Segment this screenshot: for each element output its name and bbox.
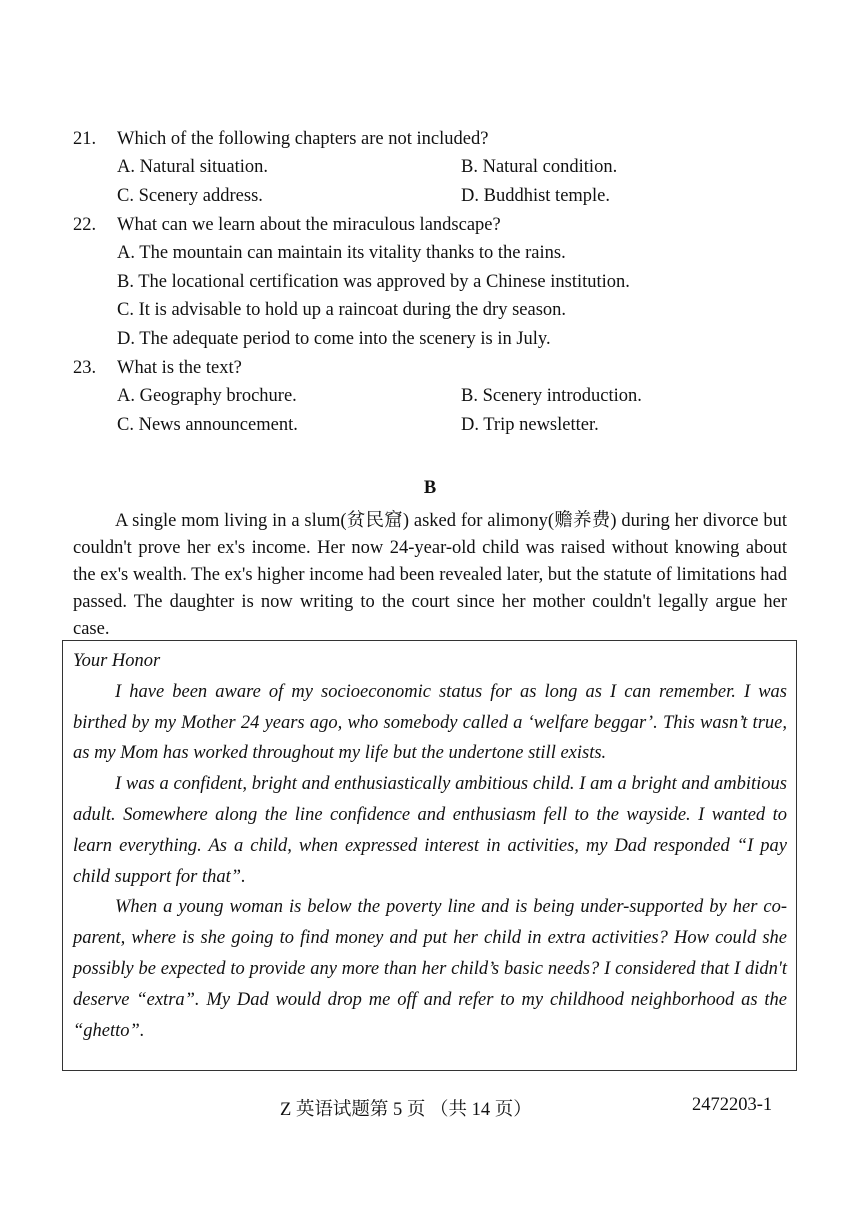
option-b: B. The locational certification was approved by a Chinese institution. [117,272,630,292]
option-b: B. Natural condition. [461,157,618,177]
question-stem: What is the text? [117,358,242,378]
letter-paragraph: I was a confident, bright and enthusiastically ambitious child. I am a bright and ambitious adult. Somewhere along the line confidence and enthusiasm fell to the wayside. I wanted to learn everything. As a child, when expressed interest in activities, my Dad responded “I pay child support for that”. [73,774,787,887]
option-d: D. Trip newsletter. [461,415,599,435]
letter-salutation: Your Honor [73,651,161,671]
option-d: D. Buddhist temple. [461,186,611,206]
option-b: B. Scenery introduction. [461,386,642,406]
exam-code: 2472203-1 [692,1095,773,1115]
question-number: 21. [73,129,97,149]
option-c: C. Scenery address. [117,186,263,206]
option-a: A. Geography brochure. [117,386,297,406]
question-number: 22. [73,215,97,235]
option-d: D. The adequate period to come into the scenery is in July. [117,329,551,349]
letter-paragraph: When a young woman is below the poverty line and is being under-supported by her co-parent, where is she going to find money and put her child in extra activities? How could she possibly be expected to provide any more than her child’s basic needs? I considered that I didn't deserve “extra”. My Dad would drop me off and refer to my childhood neighborhood as the “ghetto”. [73,897,787,1041]
question-stem: Which of the following chapters are not included? [117,129,489,149]
option-c: C. News announcement. [117,415,298,435]
page-number: Z 英语试题第 5 页 （共 14 页） [280,1100,532,1120]
option-a: A. Natural situation. [117,157,269,177]
letter [73,646,787,1046]
passage-intro: A single mom living in a slum(贫民窟) asked for alimony(赡养费) during her divorce but couldn't prove her ex's income. Her now 24-year-old child was raised without knowing about the ex's wealth. The ex's higher income had been revealed later, but the statute of limitations had passed. The daughter is now writing to the court since her mother couldn't legally argue her case. [73,511,787,639]
option-c: C. It is advisable to hold up a raincoat during the dry season. [117,300,567,320]
letter-paragraph: I have been aware of my socioeconomic status for as long as I can remember. I was birthed by my Mother 24 years ago, who somebody called a ‘welfare beggar’. This wasn’t true, as my Mom has worked throughout my life but the undertone still exists. [73,681,787,764]
option-a: A. The mountain can maintain its vitality thanks to the rains. [117,243,566,263]
question-stem: What can we learn about the miraculous landscape? [117,215,501,235]
section-heading: B [423,478,437,498]
question-number: 23. [73,358,97,378]
